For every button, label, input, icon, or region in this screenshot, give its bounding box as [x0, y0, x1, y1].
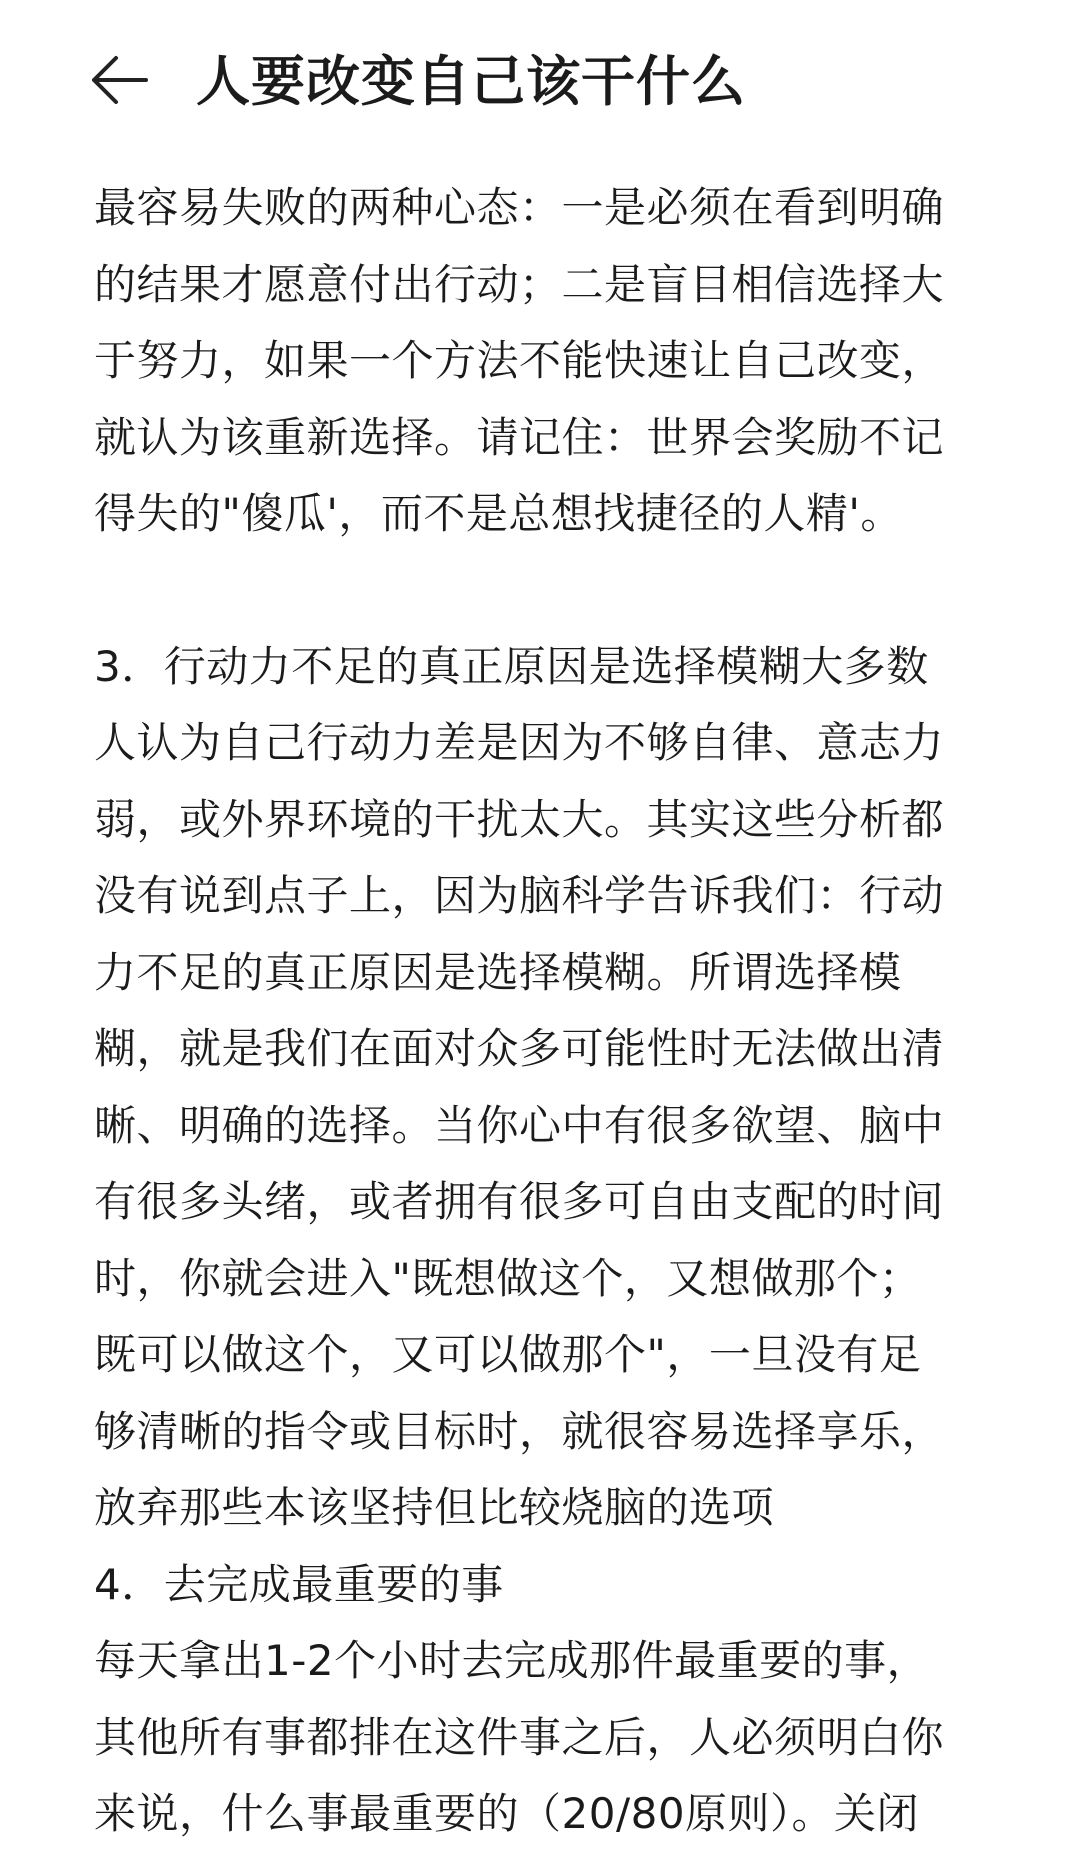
- back-button[interactable]: [86, 52, 166, 112]
- top-bar: [0, 0, 1080, 160]
- paragraph-section-4: 每天拿出1-2个小时去完成那件最重要的事， 其他所有事都排在这件事之后，人必须明白你 来说，什么事最重要的（20/80原则）。关闭: [94, 1636, 945, 1838]
- heading-section-4: 4．去完成最重要的事: [94, 1559, 504, 1609]
- article-body: [94, 170, 1004, 1853]
- arrow-left-icon: [86, 52, 156, 108]
- paragraph-mindsets: 最容易失败的两种心态：一是必须在看到明确 的结果才愿意付出行动；二是盲目相信选择大 于努力，如果一个方法不能快速让自己改变， 就认为该重新选择。请记住：世界会奖励不记 得失的"傻瓜'，而不是总想找捷径的人精'。: [94, 183, 945, 538]
- page-title: 人要改变自己该干什么: [196, 50, 746, 113]
- paragraph-section-3: 3．行动力不足的真正原因是选择模糊大多数 人认为自己行动力差是因为不够自律、意志力 弱，或外界环境的干扰太大。其实这些分析都 没有说到点子上，因为脑科学告诉我们：行动 力不足的真正原因是选择模糊。所谓选择模 糊，就是我们在面对众多可能性时无法做出清 晰、明确的选择。当你心中有很多欲望、脑中 有很多头绪，或者拥有很多可自由支配的时间 时，你就会进入"既想做这个，又想做那个； 既可以做这个，又可以做那个"，一旦没有足 够清晰的指令或目标时，就很容易选择享乐， 放弃那些本该坚持但比较烧脑的选项: [94, 641, 945, 1532]
